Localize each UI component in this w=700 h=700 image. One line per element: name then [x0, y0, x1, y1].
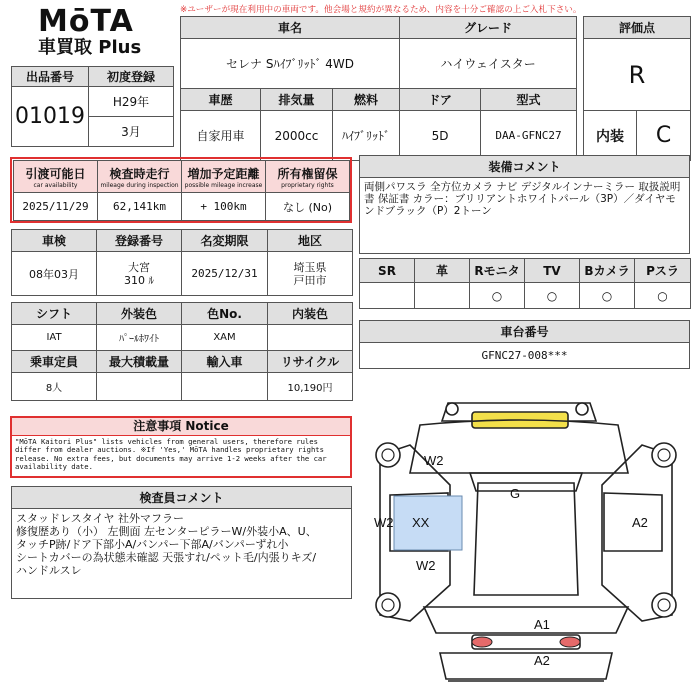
history-label: 車歴 [181, 89, 261, 111]
tire-front-right [652, 443, 676, 467]
rear-outline [424, 607, 628, 633]
mark-w2-bottom: W2 [416, 558, 436, 573]
deadline-label: 名変期限 [182, 230, 268, 252]
car-name-value: セレナ Sﾊｲﾌﾞﾘｯﾄﾞ 4WD [181, 39, 400, 89]
displacement-label: 排気量 [261, 89, 333, 111]
availability-label: 引渡可能日 [25, 166, 86, 181]
inspector-table [11, 486, 352, 599]
inspector-line-4: シートカバーの為状態未確認 天張すれ/ペット毛/内張りキズ/ [16, 551, 317, 564]
logo-sub: 車買取 Plus [38, 37, 142, 58]
inspector-line-2: 修復歴あり（小） 左側面 左センターピラーW/外装小A、U、 [16, 525, 317, 538]
front-left-light [446, 403, 458, 415]
equipment-label: 装備コメント [360, 156, 690, 178]
option-tv-value: ○ [525, 283, 580, 309]
first-reg-year: H29年 [89, 87, 174, 117]
option-leather-label: 革 [415, 259, 470, 283]
listing-number-value: 01019 [12, 87, 89, 147]
inspection-label: 車検 [12, 230, 97, 252]
proprietary-value: なし (No) [266, 193, 350, 221]
grade-label: グレード [400, 17, 577, 39]
plate-label: 登録番号 [97, 230, 182, 252]
option-back-camera-value: ○ [580, 283, 635, 309]
increase-value: + 100km [182, 193, 266, 221]
max-load-value [97, 373, 182, 401]
mark-g: G [510, 486, 521, 501]
region-label: 地区 [268, 230, 353, 252]
inspector-line-1: スタッドレスタイヤ 社外マフラー [16, 512, 184, 525]
first-reg-month: 3月 [89, 117, 174, 147]
mark-a1: A1 [534, 617, 550, 632]
availability-sublabel: car availability [33, 181, 78, 189]
availability-table [13, 160, 350, 221]
mark-a2-bottom: A2 [534, 653, 550, 668]
option-rear-monitor-value: ○ [470, 283, 525, 309]
color-no-value: XAM [182, 325, 268, 351]
car-table [180, 16, 577, 161]
deadline-value: 2025/12/31 [182, 252, 268, 296]
tire-rear-left [376, 593, 400, 617]
rating-value: R [584, 39, 691, 111]
tire-rear-right [652, 593, 676, 617]
option-sr-value [360, 283, 415, 309]
inspector-line-5: ハンドルスレ [16, 564, 82, 577]
shift-label: シフト [12, 303, 97, 325]
car-diagram [360, 385, 692, 697]
option-back-camera-label: Bカメラ [580, 259, 635, 283]
caution-box [10, 416, 352, 478]
chassis-label: 車台番号 [360, 321, 690, 343]
equipment-table [359, 155, 690, 254]
model-label: 型式 [481, 89, 577, 111]
proprietary-sublabel: proprietary rights [281, 181, 334, 189]
interior-color-value [268, 325, 353, 351]
registration-table [11, 229, 353, 296]
front-right-light [576, 403, 588, 415]
door-value: 5D [400, 111, 481, 161]
car-name-label: 車名 [181, 17, 400, 39]
rear-left-light [472, 637, 492, 647]
model-value: DAA-GFNC27 [481, 111, 577, 161]
mileage-value: 62,141km [98, 193, 182, 221]
recycle-label: リサイクル [268, 351, 353, 373]
availability-value: 2025/11/29 [14, 193, 98, 221]
mark-xx: XX [412, 515, 430, 530]
grade-value: ハイウェイスター [400, 39, 577, 89]
region-value-city: 戸田市 [293, 273, 327, 287]
increase-sublabel: possible mileage increase [184, 181, 263, 189]
exterior-color-value: ﾊﾟｰﾙﾎﾜｲﾄ [97, 325, 182, 351]
max-load-label: 最大積載量 [97, 351, 182, 373]
logo [38, 6, 168, 62]
capacity-value: 8人 [12, 373, 97, 401]
rating-table [583, 16, 691, 161]
option-leather-value [415, 283, 470, 309]
inspector-line-3: タッチP跡/ドア下部小A/バンパー下部A/バンパーずれ小 [16, 538, 289, 551]
exterior-color-label: 外装色 [97, 303, 182, 325]
caution-text: "MōTA Kaitori Plus" lists vehicles from general users, therefore rules differ from dealer auctions. ※If 'Yes,' MōTA handles proprietary rights release. No extra fees, but documents may arrive 1-2 weeks after the car availability date. [15, 437, 327, 472]
option-rear-monitor-label: Rモニタ [470, 259, 525, 283]
mileage-sublabel: mileage during inspection [100, 181, 179, 189]
roof-outline [474, 483, 578, 595]
windshield [470, 473, 582, 491]
mark-w2-top: W2 [424, 453, 444, 468]
listing-table [11, 66, 174, 147]
displacement-value: 2000cc [261, 111, 333, 161]
option-power-slide-label: Pスラ [635, 259, 691, 283]
option-tv-label: TV [525, 259, 580, 283]
interior-color-label: 内装色 [268, 303, 353, 325]
plate-value-area: 大宮 [128, 260, 150, 274]
mileage-label: 検査時走行 [109, 166, 170, 181]
shift-value: IAT [12, 325, 97, 351]
listing-number-label: 出品番号 [12, 67, 89, 87]
door-label: ドア [400, 89, 481, 111]
options-table [359, 258, 691, 309]
history-value: 自家用車 [181, 111, 261, 161]
increase-label: 増加予定距離 [187, 166, 260, 181]
caution-title: 注意事項 Notice [12, 418, 350, 436]
interior-label: 内装 [584, 111, 637, 161]
region-value-pref: 埼玉県 [293, 260, 327, 274]
interior-value: C [637, 111, 691, 161]
fuel-label: 燃料 [333, 89, 400, 111]
first-reg-label: 初度登録 [89, 67, 174, 87]
option-sr-label: SR [360, 259, 415, 283]
inspection-value: 08年03月 [12, 252, 97, 296]
mark-w2-left: W2 [374, 515, 394, 530]
rear-right-light [560, 637, 580, 647]
plate-value-number: 310 ﾙ [124, 273, 154, 287]
chassis-table [359, 320, 690, 369]
import-value [182, 373, 268, 401]
capacity-label: 乗車定員 [12, 351, 97, 373]
color-no-label: 色No. [182, 303, 268, 325]
inspector-label: 検査員コメント [12, 487, 352, 509]
rear-panel-outline [440, 653, 612, 679]
logo-main: MōTA [38, 4, 134, 39]
specs-table [11, 302, 353, 401]
user-notice: ※ユーザーが現在利用中の車両です。他会場と規約が異なるため、内容を十分ご確認の上ご入札下さい。 [180, 5, 582, 15]
rating-label: 評価点 [584, 17, 691, 39]
chassis-value: GFNC27-008*** [360, 343, 690, 369]
proprietary-label: 所有権留保 [277, 166, 338, 181]
tire-front-left [376, 443, 400, 467]
equipment-text: 両側パワスラ 全方位カメラ ナビ デジタルインナーミラー 取扱説明書 保証書 カラー：ブリリアントホワイトパール（3P）／ダイヤモンドブラック（P）2トーン [360, 178, 690, 254]
option-power-slide-value: ○ [635, 283, 691, 309]
recycle-value: 10,190円 [268, 373, 353, 401]
import-label: 輸入車 [182, 351, 268, 373]
mark-a2-right: A2 [632, 515, 648, 530]
fuel-value: ﾊｲﾌﾞﾘｯﾄﾞ [333, 111, 400, 161]
